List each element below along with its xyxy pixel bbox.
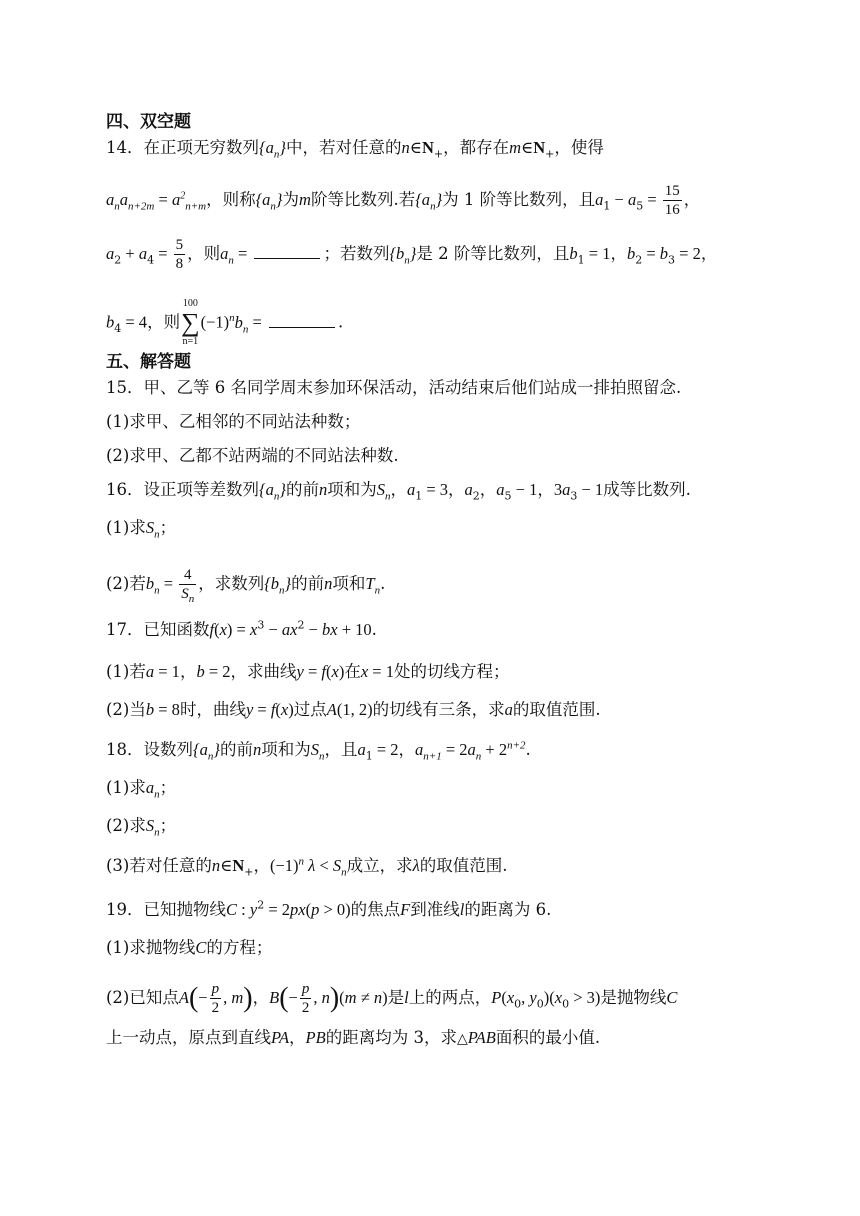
q15-part-2: (2)求甲、乙都不站两端的不同站法种数. (106, 446, 399, 465)
q19-part-1: (1)求抛物线C的方程； (106, 938, 273, 957)
q15-stem: 15．甲、乙等 6 名同学周末参加环保活动，活动结束后他们站成一排拍照留念. (106, 378, 682, 397)
section-heading-answer: 五、解答题 (106, 352, 191, 372)
q19-stem: 19．已知抛物线C : $y^2 = 2px(p > 0)$的焦点F到准线l的距离为 6. (106, 898, 552, 919)
q16-part-1: (1)求$S_n$； (106, 518, 177, 541)
answer-blank-sum[interactable] (269, 313, 335, 328)
q16-stem: 16．设正项等差数列$\{a_n\}$的前n项和为$S_n$，$a_1 = 3$，$a_2$，$a_5 - 1$，$3a_3 - 1$成等比数列. (106, 480, 691, 503)
q14-line-4: $b_4 = 4$，则 100 ∑ n=1 $(-1)^nb_n$ = . (106, 298, 344, 347)
q14-line-1: 14．在正项无穷数列$\{a_n\}$中，若对任意的$n\in N_+$，都存在$m\in N_+$，使得 (106, 138, 604, 161)
q15-part-1: (1)求甲、乙相邻的不同站法种数； (106, 412, 361, 431)
q18-part-3: (3)若对任意的$n\in N_+$，$(-1)^n$ $\lambda < S_n$成立，求λ的取值范围. (106, 855, 508, 879)
q14-line-2: $a_na_{n+2m} = a^2_{n+m}$，则称$\{a_n\}$为m阶等比数列.若$\{a_n\}$为 1 阶等比数列，且$a_1 - a_5$ = $\frac{15}{16}$ ， (106, 183, 701, 218)
q16-part-2: (2)若$b_n$ = $\frac{4}{S_n}$ ，求数列$\{b_n\}$的前n项和$T_n$. (106, 567, 386, 605)
q19-part-2: (2)已知点A(− $\frac{p}{2}$ , m)，B(− $\frac{p}{2}$ , n)(m ≠ n)是l上的两点，$P(x_0$, $y_0)(x_0 > 3)$是抛物线C (106, 981, 678, 1016)
q18-stem: 18．设数列$\{a_n\}$的前n项和为$S_n$，且$a_1 = 2$，$a_{n+1} = 2a_n + 2^{n+2}$. (106, 739, 531, 763)
q17-part-2: (2)当b = 8时，曲线y = f(x)过点A(1, 2)的切线有三条，求a的取值范围. (106, 700, 601, 719)
q18-part-1: (1)求$a_n$； (106, 778, 177, 801)
section-heading-double-blank: 四、双空题 (106, 112, 191, 132)
q19-part-2-cont: 上一动点，原点到直线PA，PB的距离均为 3，求△PAB面积的最小值. (106, 1028, 601, 1047)
q17-stem: 17．已知函数$f(x) = x^3 - ax^2$ − bx + 10. (106, 618, 377, 639)
q17-part-1: (1)若a = 1，b = 2，求曲线y = f(x)在x = 1处的切线方程； (106, 662, 510, 681)
answer-blank-an[interactable] (254, 244, 320, 259)
q14-line-3: $a_2 + a_4$ = $\frac{5}{8}$ ，则$a_n$ = ；若数列$\{b_n\}$是 2 阶等比数列，且$b_1 = 1$，$b_2 = b_3 = 2$， (106, 237, 718, 272)
q18-part-2: (2)求$S_n$； (106, 816, 177, 839)
